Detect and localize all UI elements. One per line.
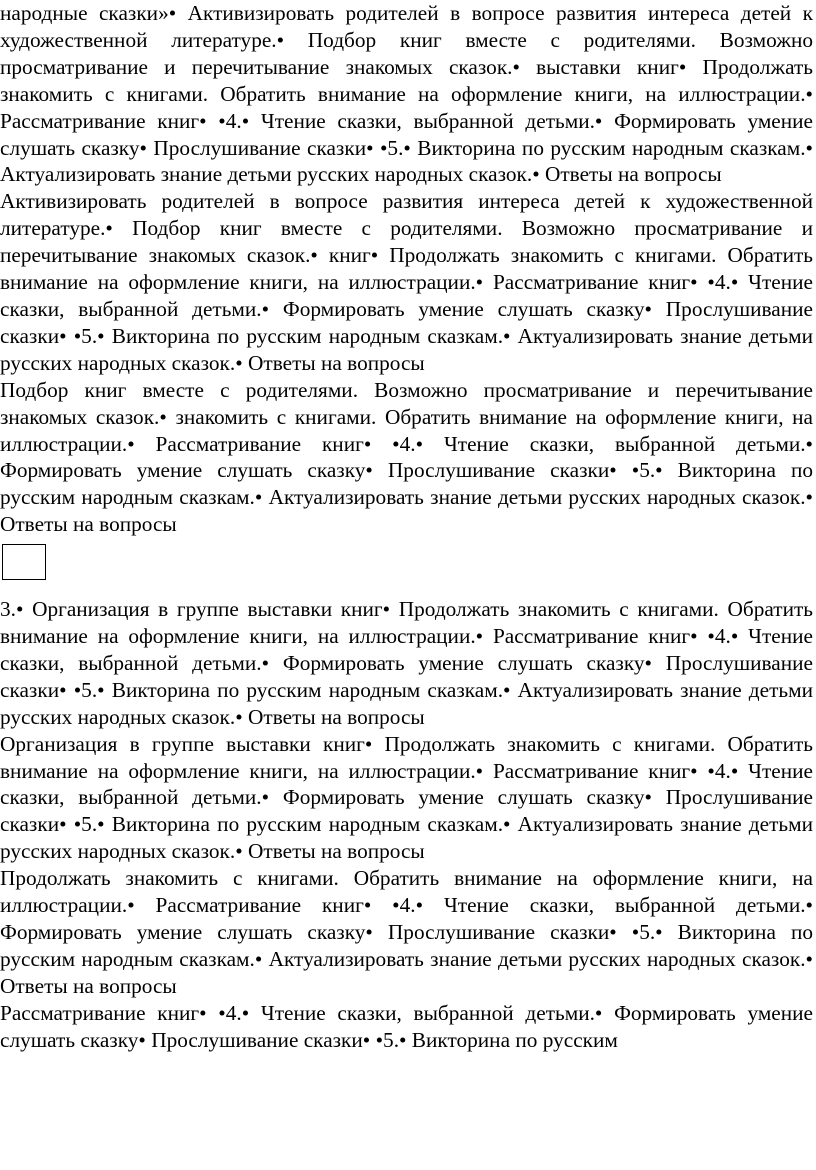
paragraph-6: Продолжать знакомить с книгами. Обратить внимание на оформление книги, на иллюстрации.• Рассматривание книг• •4.• Чтение сказки, выбранной детьми.• Формировать умение слушать сказку• Прослушивание сказки• •5.• Викторина по русским народным сказкам.• Актуализировать знание детьми русских народных сказок.• Ответы на вопросы — [0, 866, 813, 998]
empty-box — [2, 544, 46, 580]
paragraph-2: Активизировать родителей в вопросе развития интереса детей к художественной литературе.• Подбор книг вместе с родителями. Возможно просматривание и перечитывание знакомых сказок.• книг• Продолжать знакомить с книгами. Обратить внимание на оформление книги, на иллюстрации.• Рассматривание книг• •4.• Чтение сказки, выбранной детьми.• Формировать умение слушать сказку• Прослушивание сказки• •5.• Викторина по русским народным сказкам.• Актуализировать знание детьми русских народных сказок.• Ответы на вопросы — [0, 189, 813, 375]
paragraph-5: Организация в группе выставки книг• Продолжать знакомить с книгами. Обратить внимание на оформление книги, на иллюстрации.• Рассматривание книг• •4.• Чтение сказки, выбранной детьми.• Формировать умение слушать сказку• Прослушивание сказки• •5.• Викторина по русским народным сказкам.• Актуализировать знание детьми русских народных сказок.• Ответы на вопросы — [0, 731, 813, 864]
paragraph-7: Рассматривание книг• •4.• Чтение сказки, выбранной детьми.• Формировать умение слушать сказку• Прослушивание сказки• •5.• Викторина по русским — [0, 1000, 813, 1052]
paragraph-4: 3.• Организация в группе выставки книг• Продолжать знакомить с книгами. Обратить внимание на оформление книги, на иллюстрации.• Рассматривание книг• •4.• Чтение сказки, выбранной детьми.• Формировать умение слушать сказку• Прослушивание сказки• •5.• Викторина по русским народным сказкам.• Актуализировать знание детьми русских народных сказок.• Ответы на вопросы — [0, 597, 813, 729]
paragraph-3: Подбор книг вместе с родителями. Возможно просматривание и перечитывание знакомых сказок.• знакомить с книгами. Обратить внимание на оформление книги, на иллюстрации.• Рассматривание книг• •4.• Чтение сказки, выбранной детьми.• Формировать умение слушать сказку• Прослушивание сказки• •5.• Викторина по русским народным сказкам.• Актуализировать знание детьми русских народных сказок.• Ответы на вопросы — [0, 377, 813, 537]
paragraph-1: народные сказки»• Активизировать родителей в вопросе развития интереса детей к художественной литературе.• Подбор книг вместе с родителями. Возможно просматривание и перечитывание знакомых сказок.• выставки книг• Продолжать знакомить с книгами. Обратить внимание на оформление книги, на иллюстрации.• Рассматривание книг• •4.• Чтение сказки, выбранной детьми.• Формировать умение слушать сказку• Прослушивание сказки• •5.• Викторина по русским народным сказкам.• Актуализировать знание детьми русских народных сказок.• Ответы на вопросы — [0, 1, 813, 187]
